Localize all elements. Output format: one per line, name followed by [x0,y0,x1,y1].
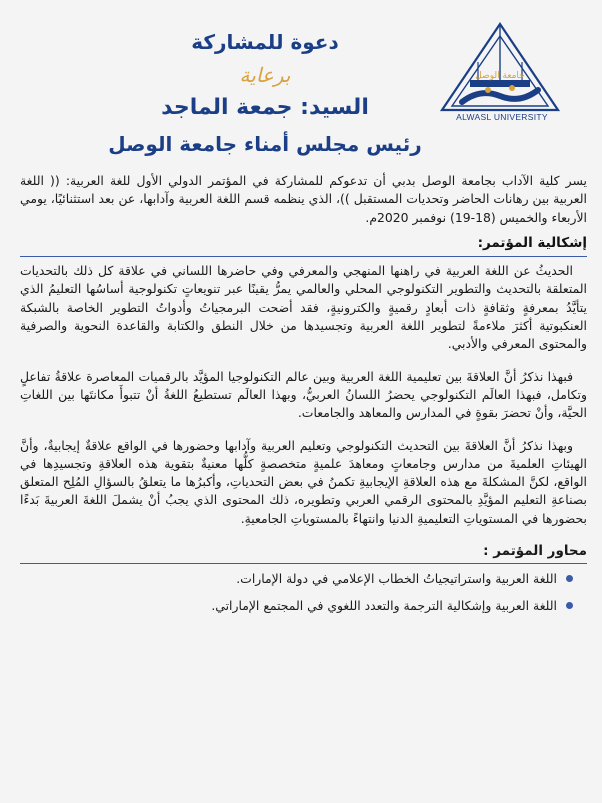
title-block [95,28,435,158]
problem-paragraph-3: وبهذا نذكرُ أنَّ العلاقةَ بين التحديث التكنولوجي وتعليم العربية وآدابها وحضورها في الواقع علاقةٌ إيجابيةٌ، وأنَّ الهيئاتِ العلميةَ من مدارس وجامعاتٍ ومعاهدَ علميةٍ متخصصةٍ كلُّها معنيةٌ بتقوية هذه العلاقةِ وتجسيدِها في الواقع، لكنَّ المشكلةَ مع هذه العلاقةِ الإيجابيةِ تكمنُ في بعض التحدياتِ، وأكبرُها ما يتعلقُ بالسؤالِ المُلِح المتعلق بصناعةِ التعليم المؤيَّدِ بالمحتوى الرقمي العربي وتطويره، ذلك المحتوى الذي يجبُ أنْ يشملَ اللغةَ العربيةَ بَدءًا بحضورها في المستوياتِ التعليميةِ الدنيا وانتهاءً بالمستوياتِ الجامعيةِ. [20,437,587,526]
axis-item [20,597,573,615]
axes-heading: محاور المؤتمر : [20,542,587,564]
logo-english-text: ALWASL UNIVERSITY [456,112,548,122]
bullet-icon [566,575,573,582]
problem-paragraph-2: فبهذا نذكرُ أنَّ العلاقةَ بين تعليمية اللغة العربية وبين عالم التكنولوجيا المؤيَّد بالرقميات المعاصرة علاقةُ تفاعلٍ وتكامل، فبهذا العالَم التكنولوجي يحضرُ اللسانُ العربيُّ، وبهذا العالَم تستطيعُ اللغةُ أنْ تتبوأَ مكانتَها بين اللغاتِ الحيَّة، وأنْ تحضرَ بقوةٍ في المدارس والمعاهد والجامعات. [20,368,587,421]
problem-paragraph-1: الحديثُ عن اللغة العربية في راهنها المنهجي والمعرفي وفي حاضرها اللساني في علاقة كل ذلك بالتحديات المتعلقة بالتحديث والتطوير التكنولوجي المحلي والعالمي يمرُّ يقينًا عبر تنويعاتٍ تكنولوجية أساسُها التعليمُ الذي يتأيَّدُ بمعرفةٍ وثقافةٍ ذات أبعادٍ رقميةٍ والكترونيةٍ، فقد أضحت البرمجياتُ وأدواتُ التطوير الخاصة بالشبكة العنكبوتية أكثرَ ملاءمةً لتطوير اللغة العربية وتجسيدها من خلال النطق والكتابة والقاعدة النحوية والصرفية والمحتوى المعرفي والأدبي. [20,263,587,352]
logo-arabic-small: جامعة الوصل [475,71,525,81]
patron-role: رئيس مجلس أمناء جامعة الوصل [108,132,422,156]
axes-list [20,570,587,615]
patron-label: برعاية [239,63,291,87]
axis-item [20,570,573,588]
invite-title: دعوة للمشاركة [191,30,339,54]
axis-item-text: اللغة العربية وإشكالية الترجمة والتعدد اللغوي في المجتمع الإماراتي. [211,597,557,613]
intro-paragraph: يسر كلية الآداب بجامعة الوصل بدبي أن تدعوكم للمشاركة في المؤتمر الدولي الأول للغة العربية: (( اللغة العربية بين رهانات الحاضر وتحديات المستقبل ))، الذي ينظمه قسم اللغة العربية وآدابها، عن بعد استثنائيًا، يومي الأربعاء والخميس (18-19) نوفمبر 2020م. [20,173,587,225]
header [0,0,602,160]
bullet-icon [566,602,573,609]
axis-item-text: اللغة العربية واستراتيجياتُ الخطاب الإعلامي في دولة الإمارات. [236,571,557,587]
invitation-body [20,172,587,623]
problem-heading: إشكالية المؤتمر: [20,234,587,257]
patron-name: السيد: جمعة الماجد [161,95,369,120]
